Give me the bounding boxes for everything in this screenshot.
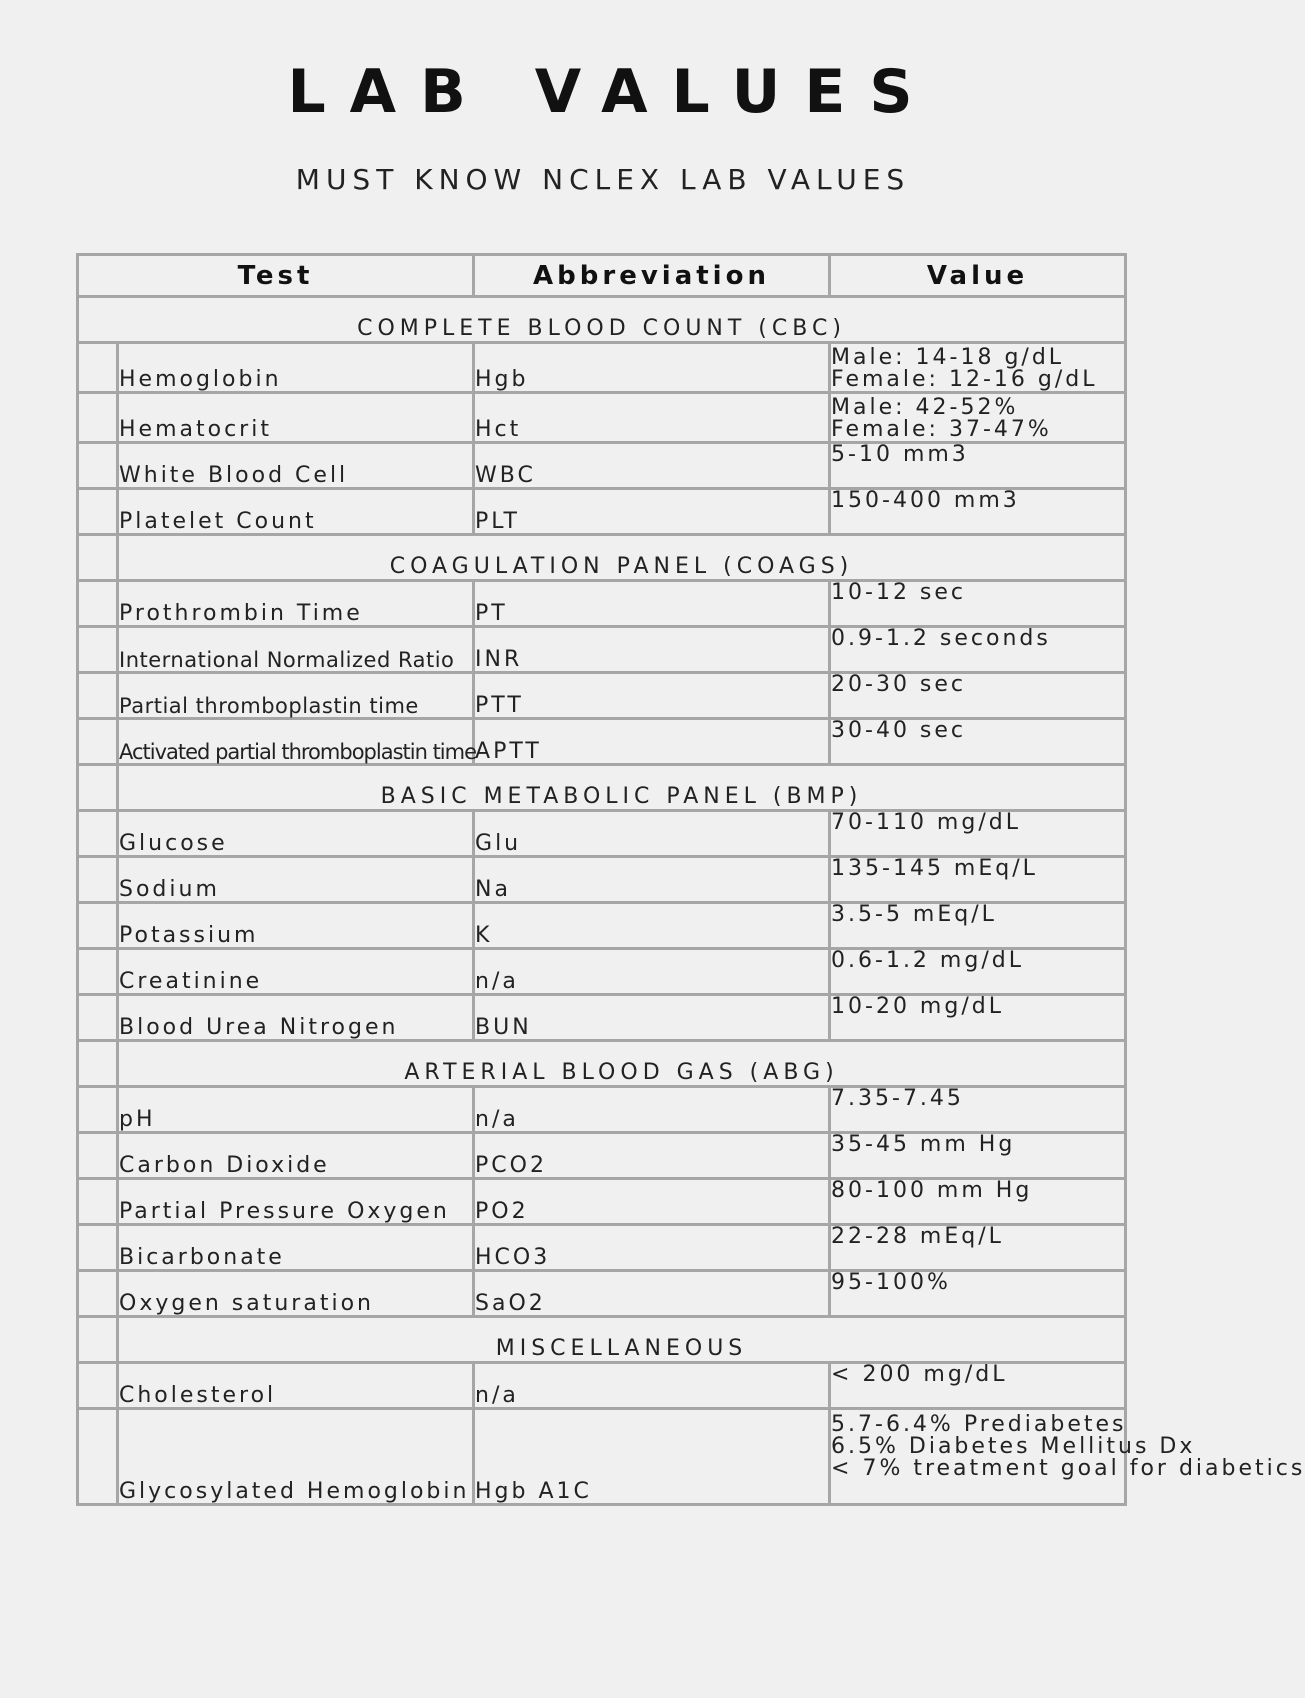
value-line: Male: 42-52% xyxy=(831,395,1019,420)
value-cell xyxy=(830,489,1126,535)
abbreviation-cell xyxy=(474,393,830,443)
table-row xyxy=(78,811,1126,857)
test-name-cell xyxy=(118,443,474,489)
value-cell xyxy=(830,903,1126,949)
value-line: 10-12 sec xyxy=(831,580,967,605)
abbreviation-cell xyxy=(474,673,830,719)
table-row xyxy=(78,673,1126,719)
row-gutter xyxy=(78,489,118,535)
section-row xyxy=(78,1041,1126,1087)
test-name: Activated partial thromboplastin time xyxy=(119,740,477,764)
table-row xyxy=(78,343,1126,393)
test-name: Partial Pressure Oxygen xyxy=(119,1199,450,1224)
value-line: 80-100 mm Hg xyxy=(831,1178,1033,1203)
abbreviation-cell xyxy=(474,489,830,535)
value-cell xyxy=(830,1271,1126,1317)
value-cell xyxy=(830,1409,1305,1505)
section-row xyxy=(78,765,1126,811)
test-name-cell xyxy=(118,719,477,765)
test-name-cell xyxy=(118,343,474,393)
abbreviation-cell xyxy=(474,995,830,1041)
abbreviation-cell xyxy=(474,1363,830,1409)
test-name-cell xyxy=(118,673,474,719)
table-row xyxy=(78,1087,1126,1133)
row-gutter xyxy=(78,673,118,719)
test-name-cell xyxy=(118,1179,474,1225)
test-name: White Blood Cell xyxy=(119,463,349,488)
abbreviation: BUN xyxy=(475,1015,532,1040)
test-name-cell xyxy=(118,1409,474,1505)
header-value: Value xyxy=(830,255,1126,297)
section-row xyxy=(78,535,1126,581)
abbreviation-cell xyxy=(474,343,830,393)
value-cell xyxy=(830,343,1126,393)
value-cell xyxy=(830,949,1126,995)
value-line: Female: 37-47% xyxy=(831,417,1052,442)
value-cell xyxy=(830,1087,1126,1133)
value-cell xyxy=(830,1133,1126,1179)
value-cell xyxy=(830,1179,1126,1225)
abbreviation-cell xyxy=(474,1087,830,1133)
table-row xyxy=(78,1271,1126,1317)
abbreviation: n/a xyxy=(475,1383,519,1408)
section-row xyxy=(78,1317,1126,1363)
abbreviation: K xyxy=(475,923,493,948)
test-name-cell xyxy=(118,857,474,903)
value-line: Female: 12-16 g/dL xyxy=(831,367,1098,392)
value-cell xyxy=(830,719,1126,765)
abbreviation: n/a xyxy=(475,969,519,994)
test-name-cell xyxy=(118,903,474,949)
test-name-cell xyxy=(118,489,474,535)
value-line: 135-145 mEq/L xyxy=(831,856,1038,881)
abbreviation-cell xyxy=(474,903,830,949)
value-line: < 200 mg/dL xyxy=(831,1362,1008,1387)
test-name: Sodium xyxy=(119,877,220,902)
table-body xyxy=(78,297,1305,1505)
row-gutter xyxy=(78,443,118,489)
row-gutter xyxy=(78,949,118,995)
table-row xyxy=(78,949,1126,995)
value-line: 150-400 mm3 xyxy=(831,488,1020,513)
abbreviation: Hct xyxy=(475,417,522,442)
table-row xyxy=(78,1179,1126,1225)
table-row xyxy=(78,627,1126,673)
value-line: 5-10 mm3 xyxy=(831,442,969,467)
test-name: Carbon Dioxide xyxy=(119,1153,330,1178)
lab-values-table xyxy=(76,253,1305,1506)
test-name: Glucose xyxy=(119,831,228,856)
test-name-cell xyxy=(118,1087,474,1133)
test-name: Hemoglobin xyxy=(119,367,282,392)
abbreviation-cell xyxy=(474,1133,830,1179)
test-name: Creatinine xyxy=(119,969,263,994)
value-line: 3.5-5 mEq/L xyxy=(831,902,997,927)
abbreviation-cell xyxy=(474,719,830,765)
test-name: Hematocrit xyxy=(119,417,272,442)
value-line: 95-100% xyxy=(831,1270,951,1295)
value-cell xyxy=(830,627,1126,673)
value-cell xyxy=(830,443,1126,489)
abbreviation: PO2 xyxy=(475,1199,529,1224)
value-line: 30-40 sec xyxy=(831,718,967,743)
abbreviation: Glu xyxy=(475,831,522,856)
section-title: ARTERIAL BLOOD GAS (ABG) xyxy=(118,1041,1126,1087)
row-gutter xyxy=(78,1409,118,1505)
test-name: Bicarbonate xyxy=(119,1245,285,1270)
test-name-cell xyxy=(118,1363,474,1409)
row-gutter xyxy=(78,1133,118,1179)
test-name: International Normalized Ratio xyxy=(119,648,455,672)
value-line: Male: 14-18 g/dL xyxy=(831,345,1065,370)
table-row xyxy=(78,995,1126,1041)
value-line: 5.7-6.4% Prediabetes xyxy=(831,1412,1127,1437)
section-title: BASIC METABOLIC PANEL (BMP) xyxy=(118,765,1126,811)
abbreviation: Hgb A1C xyxy=(475,1479,592,1504)
row-gutter xyxy=(78,719,118,765)
row-gutter xyxy=(78,1225,118,1271)
abbreviation: PLT xyxy=(475,509,520,534)
abbreviation: INR xyxy=(475,647,523,672)
test-name-cell xyxy=(118,949,474,995)
header-test: Test xyxy=(78,255,474,297)
row-gutter xyxy=(78,581,118,627)
test-name-cell xyxy=(118,627,474,673)
value-line: 10-20 mg/dL xyxy=(831,994,1004,1019)
abbreviation: PT xyxy=(475,601,508,626)
row-gutter xyxy=(78,811,118,857)
abbreviation-cell xyxy=(474,1179,830,1225)
value-cell xyxy=(830,811,1126,857)
value-line: 22-28 mEq/L xyxy=(831,1224,1004,1249)
test-name: Glycosylated Hemoglobin xyxy=(119,1479,470,1504)
value-cell xyxy=(830,673,1126,719)
abbreviation-cell xyxy=(474,949,830,995)
row-gutter xyxy=(78,1087,118,1133)
test-name-cell xyxy=(118,1271,474,1317)
table-row xyxy=(78,393,1126,443)
abbreviation-cell xyxy=(474,1271,830,1317)
table-row xyxy=(78,1133,1126,1179)
row-gutter xyxy=(78,1041,118,1087)
test-name: Potassium xyxy=(119,923,259,948)
row-gutter xyxy=(78,393,118,443)
row-gutter xyxy=(78,1271,118,1317)
abbreviation: Hgb xyxy=(475,367,529,392)
test-name-cell xyxy=(118,1133,474,1179)
table-row xyxy=(78,903,1126,949)
test-name: Cholesterol xyxy=(119,1383,277,1408)
table-row xyxy=(78,1363,1126,1409)
value-line: 20-30 sec xyxy=(831,672,967,697)
table-row xyxy=(78,857,1126,903)
abbreviation: WBC xyxy=(475,463,536,488)
abbreviation: PTT xyxy=(475,693,524,718)
abbreviation: SaO2 xyxy=(475,1291,546,1316)
value-line: 0.6-1.2 mg/dL xyxy=(831,948,1024,973)
test-name: Prothrombin Time xyxy=(119,601,363,626)
table-row xyxy=(78,1409,1126,1505)
row-gutter xyxy=(78,535,118,581)
row-gutter xyxy=(78,1317,118,1363)
table-row xyxy=(78,719,1126,765)
section-title: COAGULATION PANEL (COAGS) xyxy=(118,535,1126,581)
abbreviation-cell xyxy=(474,443,830,489)
abbreviation: HCO3 xyxy=(475,1245,551,1270)
abbreviation-cell xyxy=(474,857,830,903)
table-row xyxy=(78,443,1126,489)
test-name-cell xyxy=(118,995,474,1041)
value-cell xyxy=(830,1225,1126,1271)
abbreviation: n/a xyxy=(475,1107,519,1132)
abbreviation-cell xyxy=(474,1409,830,1505)
abbreviation: Na xyxy=(475,877,511,902)
abbreviation: PCO2 xyxy=(475,1153,547,1178)
abbreviation: APTT xyxy=(475,739,542,764)
row-gutter xyxy=(78,1179,118,1225)
value-line: 35-45 mm Hg xyxy=(831,1132,1016,1157)
row-gutter xyxy=(78,627,118,673)
test-name-cell xyxy=(118,811,474,857)
value-line: 0.9-1.2 seconds xyxy=(831,626,1051,651)
value-cell xyxy=(830,995,1126,1041)
section-title: COMPLETE BLOOD COUNT (CBC) xyxy=(78,297,1126,343)
test-name: Platelet Count xyxy=(119,509,317,534)
page-title: LAB VALUES xyxy=(287,57,937,127)
table-row xyxy=(78,489,1126,535)
value-line: 70-110 mg/dL xyxy=(831,810,1021,835)
test-name: pH xyxy=(119,1107,156,1132)
test-name-cell xyxy=(118,581,474,627)
row-gutter xyxy=(78,857,118,903)
section-title: MISCELLANEOUS xyxy=(118,1317,1126,1363)
row-gutter xyxy=(78,1363,118,1409)
abbreviation-cell xyxy=(474,811,830,857)
test-name-cell xyxy=(118,1225,474,1271)
value-cell xyxy=(830,393,1126,443)
row-gutter xyxy=(78,995,118,1041)
value-line: < 7% treatment goal for diabetics xyxy=(831,1456,1305,1481)
table-row xyxy=(78,581,1126,627)
test-name: Oxygen saturation xyxy=(119,1291,374,1316)
test-name: Partial thromboplastin time xyxy=(119,694,419,718)
page-subtitle: MUST KNOW NCLEX LAB VALUES xyxy=(295,163,911,196)
value-line: 6.5% Diabetes Mellitus Dx xyxy=(831,1434,1196,1459)
abbreviation-cell xyxy=(474,581,830,627)
abbreviation-cell xyxy=(474,627,830,673)
value-cell xyxy=(830,1363,1126,1409)
header-abbreviation: Abbreviation xyxy=(474,255,830,297)
value-cell xyxy=(830,857,1126,903)
value-line: 7.35-7.45 xyxy=(831,1086,964,1111)
value-cell xyxy=(830,581,1126,627)
row-gutter xyxy=(78,343,118,393)
test-name-cell xyxy=(118,393,474,443)
abbreviation-cell xyxy=(474,1225,830,1271)
table-header-row xyxy=(78,255,1126,297)
test-name: Blood Urea Nitrogen xyxy=(119,1015,399,1040)
row-gutter xyxy=(78,765,118,811)
section-row xyxy=(78,297,1126,343)
row-gutter xyxy=(78,903,118,949)
table-row xyxy=(78,1225,1126,1271)
